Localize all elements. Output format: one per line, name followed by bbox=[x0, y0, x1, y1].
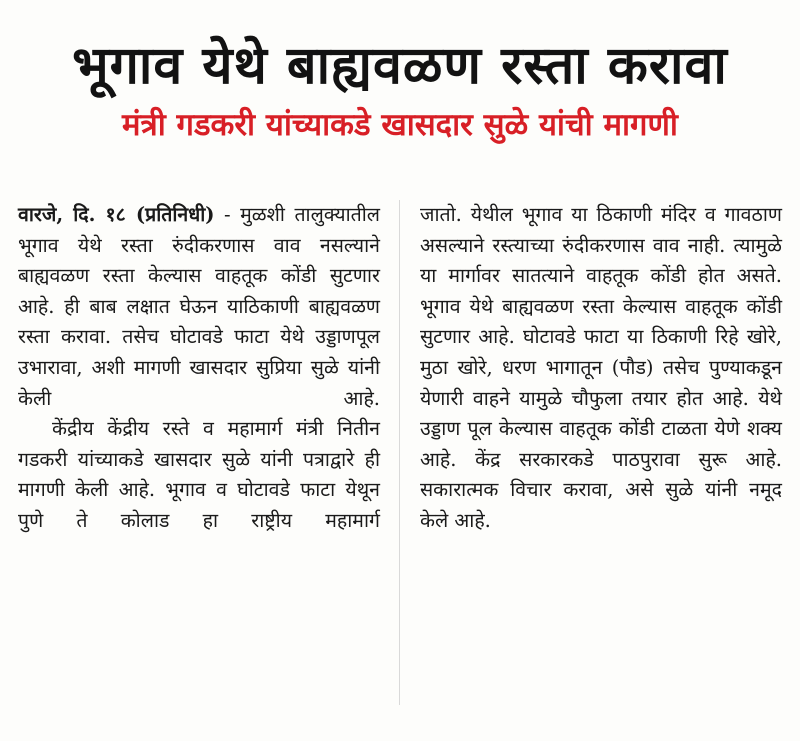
column-divider bbox=[399, 200, 400, 705]
paragraph-intro bbox=[18, 200, 380, 414]
column-right bbox=[420, 200, 782, 537]
dateline: वारजे, दि. १८ (प्रतिनिधी) bbox=[18, 203, 215, 226]
paragraph-intro-text: - मुळशी तालुक्यातील भूगाव येथे रस्ता रुंदीकरणास वाव नसल्याने बाह्यवळण रस्ता केल्यास वाहतूक कोंडी सुटणार आहे. ही बाब लक्षात घेऊन याठिकाणी बाह्यवळण रस्ता करावा. तसेच घोटावडे फाटा येथे उड्डाणपूल उभारावा, अशी मागणी खासदार सुप्रिया सुळे यांनी केली आहे. bbox=[18, 203, 381, 410]
paragraph-continued: जातो. येथील भूगाव या ठिकाणी मंदिर व गावठाण असल्याने रस्त्याच्या रुंदीकरणास वाव नाही. त्यामुळे या मार्गावर सातत्याने वाहतूक कोंडी होत असते. भूगाव येथे बाह्यवळण रस्ता केल्यास वाहतूक कोंडी सुटणार आहे. घोटावडे फाटा या ठिकाणी रिहे खोरे, मुठा खोरे, धरण भागातून (पौड) तसेच पुण्याकडून येणारी वाहने यामुळे चौफुला तयार होत आहे. येथे उड्डाण पूल केल्यास वाहतूक कोंडी टाळता येणे शक्य आहे. केंद्र सरकारकडे पाठपुरावा सुरू आहे. सकारात्मक विचार करावा, असे सुळे यांनी नमूद केले आहे. bbox=[420, 203, 782, 532]
headline: भूगाव येथे बाह्यवळण रस्ता करावा bbox=[72, 36, 728, 96]
article-body bbox=[18, 200, 782, 537]
subheadline: मंत्री गडकरी यांच्याकडे खासदार सुळे यांची मागणी bbox=[122, 107, 678, 143]
paragraph-second: केंद्रीय केंद्रीय रस्ते व महामार्ग मंत्री नितीन गडकरी यांच्याकडे खासदार सुळे यांनी पत्राद्वारे ही मागणी केली आहे. भूगाव व घोटावडे फाटा येथून पुणे ते कोलाड हा राष्ट्रीय महामार्ग bbox=[18, 417, 380, 532]
column-left bbox=[18, 200, 380, 537]
